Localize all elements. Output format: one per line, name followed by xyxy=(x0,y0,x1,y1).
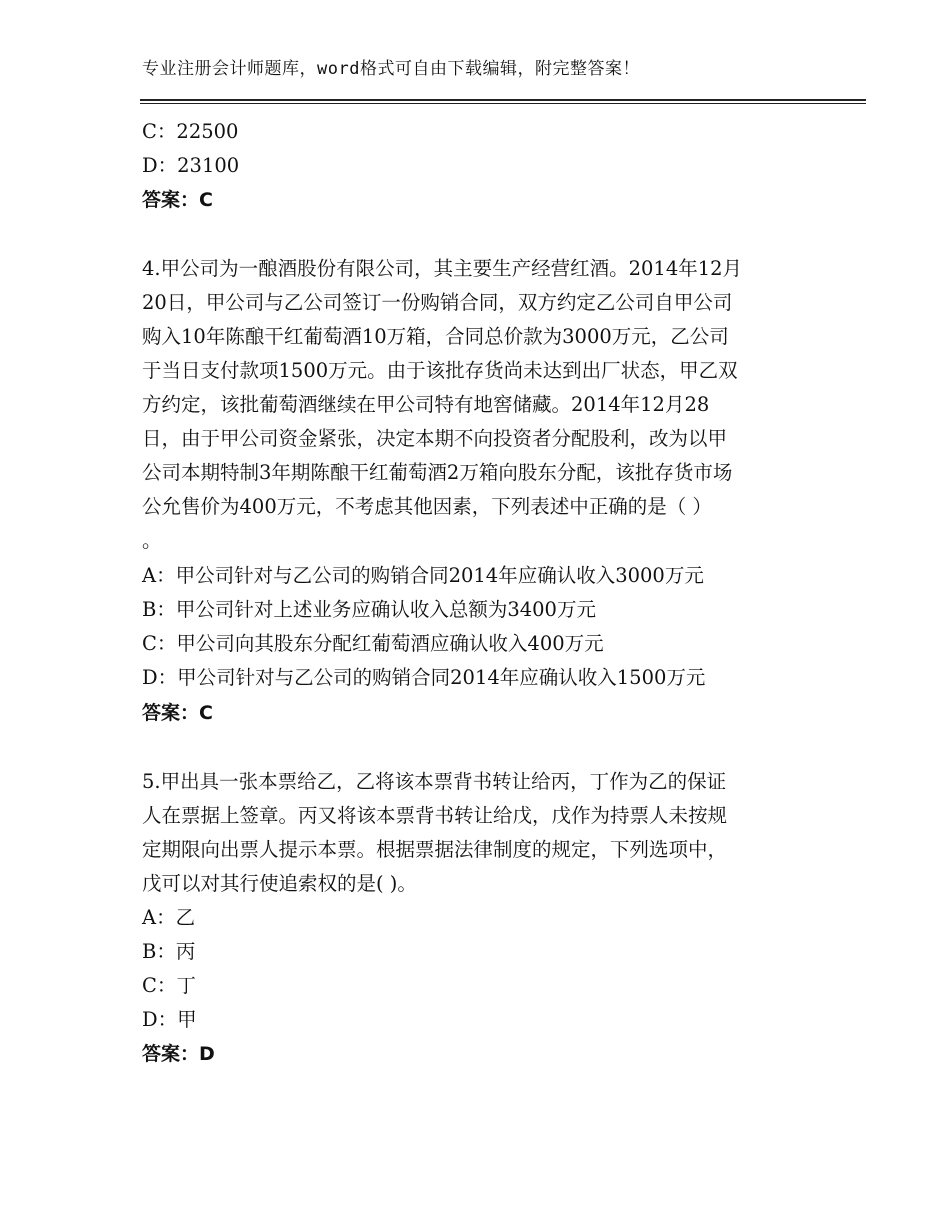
question-stem-line: 日，由于甲公司资金紧张，决定本期不向投资者分配股利，改为以甲 xyxy=(142,427,728,450)
question-stem-line: 公允售价为400万元，不考虑其他因素，下列表述中正确的是（ ） xyxy=(142,495,712,518)
header-rule-thin xyxy=(140,103,866,104)
question-stem-line: 戊可以对其行使追索权的是( )。 xyxy=(142,872,417,895)
question-stem-line: 20日，甲公司与乙公司签订一份购销合同，双方约定乙公司自甲公司 xyxy=(142,291,733,314)
answer-line: 答案：D xyxy=(142,1043,215,1065)
answer-line: 答案：C xyxy=(142,702,213,724)
question-stem-line: 人在票据上签章。丙又将该本票背书转让给戊，戊作为持票人未按规 xyxy=(142,804,728,827)
option-d: D：23100 xyxy=(142,154,240,177)
question-stem-line: 方约定，该批葡萄酒继续在甲公司特有地窖储藏。2014年12月28 xyxy=(142,393,710,416)
option-a: A：乙 xyxy=(142,906,196,929)
header-text: 专业注册会计师题库，word格式可自由下载编辑，附完整答案！ xyxy=(142,59,640,79)
question-stem-line: 5.甲出具一张本票给乙，乙将该本票背书转让给丙，丁作为乙的保证 xyxy=(142,770,727,793)
question-stem-line: 于当日支付款项1500万元。由于该批存货尚未达到出厂状态，甲乙双 xyxy=(142,359,738,382)
option-b: B：丙 xyxy=(142,940,196,963)
option-d: D：甲公司针对与乙公司的购销合同2014年应确认收入1500万元 xyxy=(142,666,706,689)
option-c: C：22500 xyxy=(142,120,239,143)
option-b: B：甲公司针对上述业务应确认收入总额为3400万元 xyxy=(142,598,596,621)
option-a: A：甲公司针对与乙公司的购销合同2014年应确认收入3000万元 xyxy=(142,564,704,587)
question-stem-line: 4.甲公司为一酿酒股份有限公司，其主要生产经营红酒。2014年12月 xyxy=(142,257,743,280)
question-stem-line: 。 xyxy=(142,529,162,552)
header-rule-thick xyxy=(140,99,866,101)
option-c: C：丁 xyxy=(142,974,196,997)
answer-line: 答案：C xyxy=(142,189,213,211)
question-stem-line: 定期限向出票人提示本票。根据票据法律制度的规定，下列选项中， xyxy=(142,838,728,861)
option-d: D：甲 xyxy=(142,1008,197,1031)
question-stem-line: 公司本期特制3年期陈酿干红葡萄酒2万箱向股东分配，该批存货市场 xyxy=(142,461,733,484)
question-stem-line: 购入10年陈酿干红葡萄酒10万箱，合同总价款为3000万元，乙公司 xyxy=(142,325,729,348)
option-c: C：甲公司向其股东分配红葡萄酒应确认收入400万元 xyxy=(142,632,604,655)
